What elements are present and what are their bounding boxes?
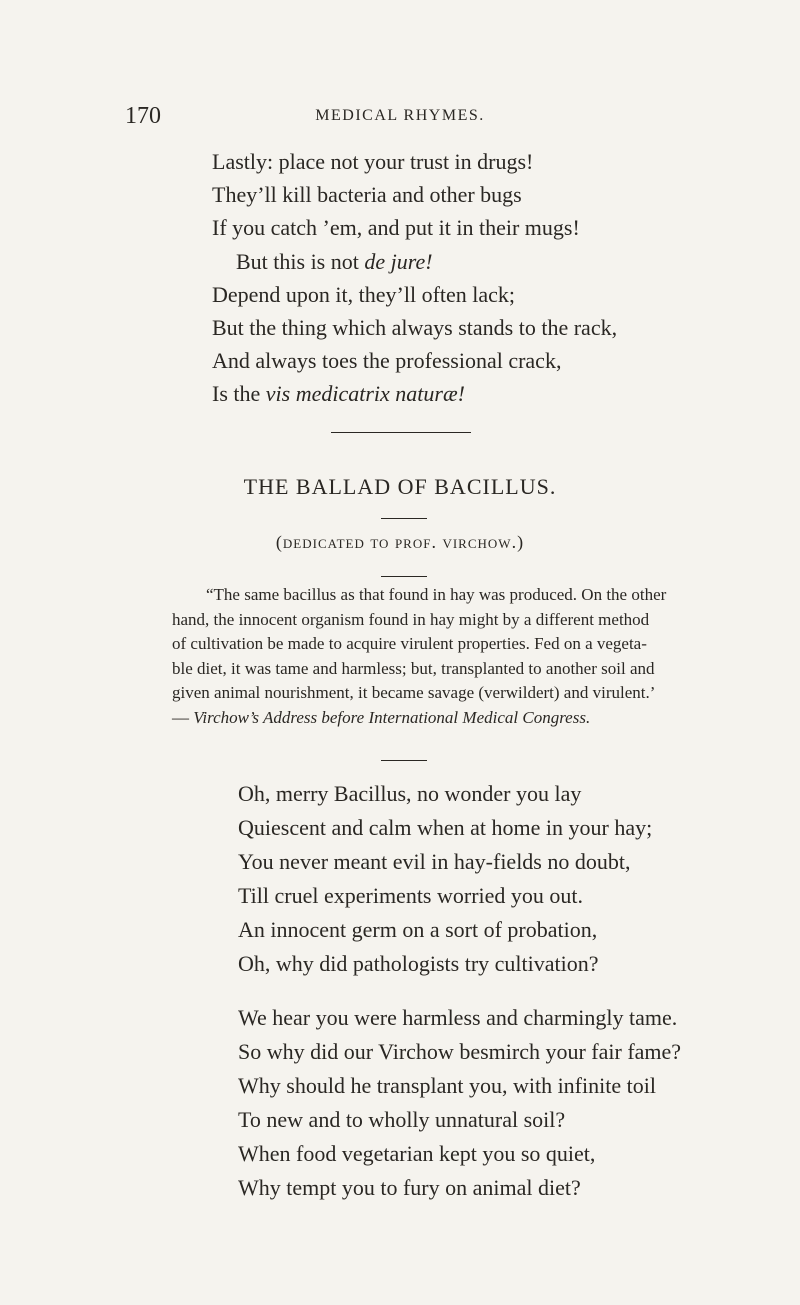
verse-line: Lastly: place not your trust in drugs!: [212, 149, 534, 174]
verse-line: An innocent germ on a sort of probation,: [238, 917, 598, 942]
closing-stanza: [212, 145, 752, 411]
verse-text: Is the: [212, 381, 266, 407]
verse-line: We hear you were harmless and charmingly tame.: [238, 1005, 678, 1030]
verse-line: To new and to wholly unnatural soil?: [238, 1107, 566, 1132]
verse-line: Quiescent and calm when at home in your hay;: [238, 815, 653, 840]
title-rule: [381, 518, 427, 519]
epigraph: [172, 583, 762, 730]
verse-text: But this is not: [236, 248, 365, 274]
epigraph-line: given animal nourishment, it became savage (verwildert) and virulent.’: [172, 683, 656, 702]
verse-italic: vis medicatrix naturæ!: [265, 381, 465, 407]
verse-line: So why did our Virchow besmirch your fair fame?: [238, 1039, 682, 1064]
verse-line: Depend upon it, they’ll often lack;: [212, 281, 516, 307]
epigraph-line: ble diet, it was tame and harmless; but, transplanted to another soil and: [172, 658, 655, 678]
verse-line: Till cruel experiments worried you out.: [238, 883, 584, 908]
verse-italic: de jure!: [364, 248, 433, 274]
epigraph-rule: [381, 760, 427, 761]
dedication-rule: [381, 576, 427, 577]
verse-line: But the thing which always stands to the rack,: [212, 315, 618, 341]
ballad-stanza-2: [238, 1001, 768, 1205]
verse-line: Why should he transplant you, with infinite toil: [238, 1073, 656, 1098]
verse-line: Oh, merry Bacillus, no wonder you lay: [238, 781, 582, 806]
page-header: [0, 103, 800, 133]
verse-line: When food vegetarian kept you so quiet,: [238, 1141, 596, 1166]
verse-line: [212, 377, 752, 410]
verse-line: [212, 245, 752, 278]
source-dash: —: [172, 707, 194, 727]
epigraph-line: of cultivation be made to acquire virulent properties. Fed on a vegeta-: [172, 634, 647, 653]
verse-line: And always toes the professional crack,: [212, 348, 562, 374]
ballad-title: THE BALLAD OF BACILLUS.: [243, 474, 557, 499]
page-number: 170: [125, 103, 161, 129]
verse-line: Oh, why did pathologists try cultivation?: [238, 951, 599, 976]
verse-line: If you catch ’em, and put it in their mugs!: [212, 215, 580, 241]
running-head: MEDICAL RHYMES.: [315, 107, 485, 124]
verse-line: They’ll kill bacteria and other bugs: [212, 182, 522, 208]
ballad-stanza-1: [238, 777, 768, 981]
verse-line: You never meant evil in hay-fields no doubt,: [238, 849, 631, 874]
source-citation: Virchow’s Address before International Medical Congress.: [193, 707, 591, 727]
section-divider: [331, 432, 471, 433]
verse-line: Why tempt you to fury on animal diet?: [238, 1175, 581, 1200]
epigraph-line: hand, the innocent organism found in hay might by a different method: [172, 609, 650, 629]
dedication: (dedicated to prof. virchow.): [275, 532, 525, 552]
epigraph-line: “The same bacillus as that found in hay was produced. On the other: [206, 585, 667, 604]
epigraph-source: [172, 706, 762, 731]
